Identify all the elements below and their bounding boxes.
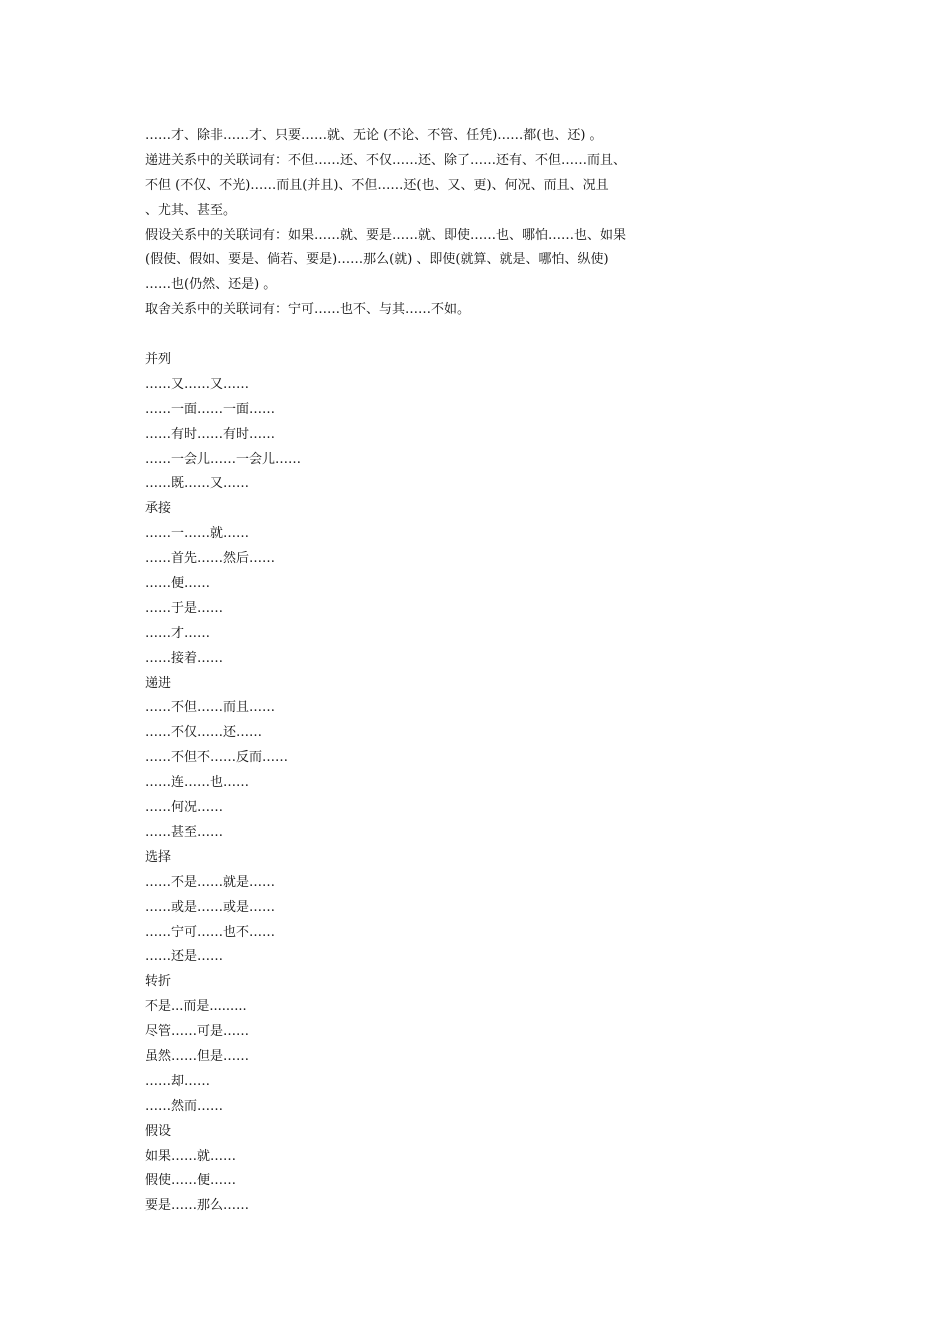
list-item: 不是...而是......... — [145, 999, 247, 1015]
section-title: 假设 — [145, 1123, 172, 1139]
list-item: 假使……便…… — [145, 1173, 237, 1189]
intro-line: 不但 (不仅、不光)……而且(并且)、不但……还(也、又、更)、何况、而且、况且 — [145, 177, 609, 193]
intro-line: 、尤其、甚至。 — [145, 202, 237, 218]
section-choice — [145, 846, 745, 970]
section-title: 递进 — [145, 675, 172, 691]
list-item: 虽然……但是…… — [145, 1048, 250, 1064]
intro-line: 假设关系中的关联词有：如果……就、要是……就、即使……也、哪怕……也、如果 — [145, 227, 627, 243]
list-item: ……既……又…… — [145, 476, 250, 492]
list-item: ……首先……然后…… — [145, 551, 276, 567]
section-contrast — [145, 970, 745, 1119]
list-item: 尽管……可是…… — [145, 1024, 250, 1040]
document-page — [145, 124, 745, 1219]
list-item: ……甚至…… — [145, 824, 224, 840]
section-title: 转折 — [145, 974, 172, 990]
section-title: 选择 — [145, 849, 172, 865]
intro-line: (假使、假如、要是、倘若、要是)……那么(就) 、即使(就算、就是、哪怕、纵使) — [145, 252, 609, 268]
list-item: 要是……那么…… — [145, 1198, 250, 1214]
list-item: ……或是……或是…… — [145, 899, 276, 915]
list-item: ……又……又…… — [145, 376, 250, 392]
intro-line: ……也(仍然、还是) 。 — [145, 277, 277, 293]
intro-line: ……才、除非……才、只要……就、无论 (不论、不管、任凭)……都(也、还) 。 — [145, 128, 603, 143]
list-item: ……一会儿……一会儿…… — [145, 451, 302, 467]
list-item: ……还是…… — [145, 949, 224, 965]
list-item: ……便…… — [145, 576, 211, 592]
list-item: ……连……也…… — [145, 775, 250, 791]
list-item: ……接着…… — [145, 650, 224, 666]
list-item: ……宁可……也不…… — [145, 924, 276, 940]
list-item: 如果……就…… — [145, 1148, 237, 1164]
list-item: ……不但不……反而…… — [145, 750, 289, 766]
list-item: ……一面……一面…… — [145, 401, 276, 417]
intro-line: 递进关系中的关联词有：不但……还、不仅……还、除了……还有、不但……而且、 — [145, 152, 627, 168]
list-item: ……不仅……还…… — [145, 725, 263, 741]
list-item: ……才…… — [145, 625, 211, 641]
list-item: ……何况…… — [145, 800, 224, 816]
blank-line — [145, 323, 745, 348]
list-item: ……于是…… — [145, 600, 224, 616]
list-item: ……不但……而且…… — [145, 700, 276, 716]
list-item: ……一……就…… — [145, 526, 250, 542]
intro-line: 取舍关系中的关联词有：宁可……也不、与其……不如。 — [145, 302, 471, 318]
section-title: 承接 — [145, 501, 172, 517]
section-parallel — [145, 348, 745, 497]
intro-block — [145, 124, 745, 323]
list-item: ……不是……就是…… — [145, 874, 276, 890]
section-succession — [145, 497, 745, 671]
section-progressive — [145, 672, 745, 846]
section-title: 并列 — [145, 352, 172, 368]
section-hypothesis — [145, 1120, 745, 1220]
list-item: ……却…… — [145, 1073, 211, 1089]
list-item: ……然而…… — [145, 1098, 224, 1114]
list-item: ……有时……有时…… — [145, 426, 276, 442]
